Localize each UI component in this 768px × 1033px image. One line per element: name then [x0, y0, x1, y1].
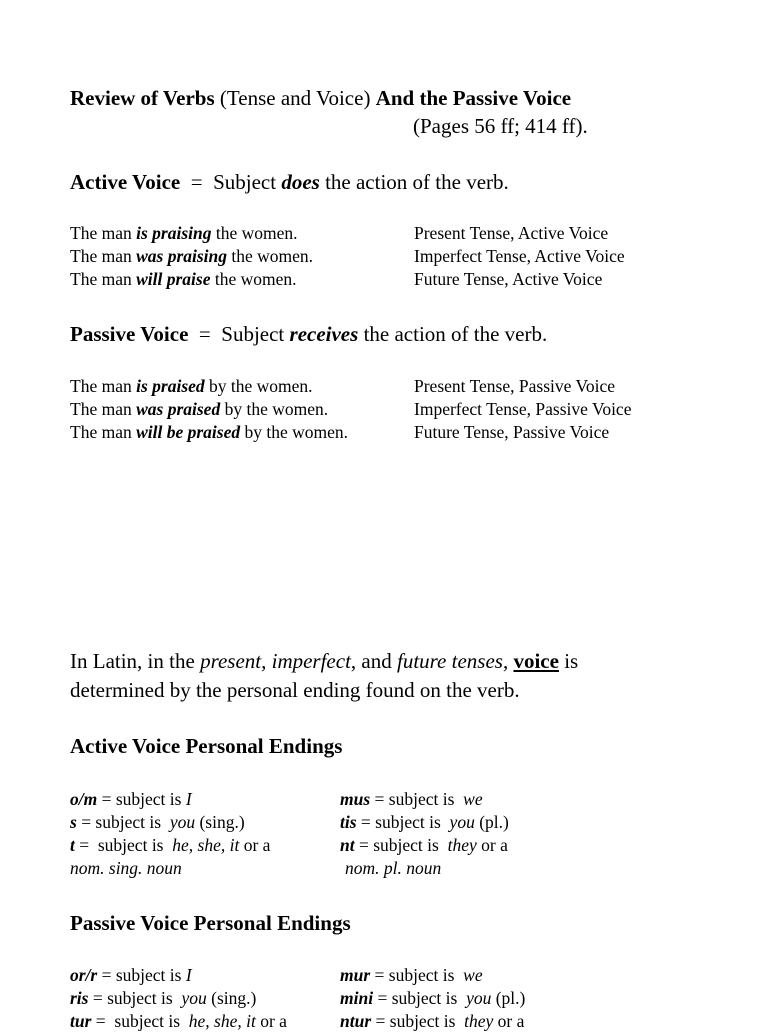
title-part-a: Review of Verbs	[70, 86, 215, 110]
active-voice-definition	[70, 168, 509, 196]
ending-eq: = subject is	[371, 1011, 465, 1031]
example-pre: The man	[70, 399, 137, 419]
passive-voice-equals: = Subject	[188, 322, 290, 346]
ending: s	[70, 812, 77, 832]
ending: ris	[70, 988, 89, 1008]
ending-row	[340, 964, 525, 987]
ending-subject: you	[169, 812, 196, 832]
ending: o/m	[70, 789, 98, 809]
ending-eq: = subject is	[97, 789, 186, 809]
active-voice-equals: = Subject	[180, 170, 282, 194]
para-italic: future tenses	[397, 649, 503, 673]
example-post: by the women.	[240, 422, 349, 442]
active-endings-heading: Active Voice Personal Endings	[70, 734, 343, 758]
ending: ntur	[340, 1011, 372, 1031]
page-reference: (Pages 56 ff; 414 ff).	[413, 114, 588, 138]
ending-subject: we	[463, 965, 483, 985]
ending-eq: = subject is	[88, 988, 182, 1008]
example-post: by the women.	[220, 399, 329, 419]
active-voice-rest: the action of the verb.	[319, 170, 509, 194]
example-verb: was praised	[136, 399, 221, 419]
ending: mur	[340, 965, 371, 985]
ending-row	[340, 987, 525, 1010]
passive-voice-label: Passive Voice	[70, 322, 189, 346]
ending-note: or a	[255, 1011, 287, 1031]
tense-description: Present Tense, Passive Voice	[414, 376, 615, 396]
example-sentence	[70, 398, 348, 421]
ending: t	[70, 835, 75, 855]
passive-descriptions	[414, 375, 631, 444]
ending: nt	[340, 835, 355, 855]
example-verb: will praise	[136, 269, 211, 289]
example-sentence	[70, 421, 348, 444]
ending-continuation: nom. pl. noun	[345, 858, 442, 878]
ending-eq: = subject is	[356, 812, 450, 832]
example-pre: The man	[70, 376, 137, 396]
tense-description: Imperfect Tense, Active Voice	[414, 246, 625, 266]
ending-row	[70, 788, 270, 811]
latin-paragraph	[70, 647, 578, 704]
example-pre: The man	[70, 422, 137, 442]
ending-eq: = subject is	[370, 789, 464, 809]
ending-subject: you	[449, 812, 475, 832]
para-text: ,	[502, 649, 514, 673]
ending-note: (sing.)	[206, 988, 257, 1008]
ending-eq: = subject is	[97, 965, 186, 985]
active-examples	[70, 222, 313, 291]
active-descriptions	[414, 222, 625, 291]
ending-row	[70, 1010, 287, 1033]
ending-note: (pl.)	[474, 812, 509, 832]
passive-voice-definition	[70, 320, 547, 348]
para-text: is	[558, 649, 579, 673]
ending-row	[70, 834, 270, 857]
ending: mini	[340, 988, 374, 1008]
ending-row	[70, 964, 287, 987]
example-sentence	[70, 268, 313, 291]
example-post: the women.	[227, 246, 314, 266]
example-verb: will be praised	[136, 422, 241, 442]
active-endings-left	[70, 788, 270, 880]
ending: mus	[340, 789, 371, 809]
ending-note: (pl.)	[491, 988, 526, 1008]
tense-description: Future Tense, Passive Voice	[414, 422, 610, 442]
title-part-c: And the Passive Voice	[375, 86, 572, 110]
passive-voice-key: receives	[289, 322, 359, 346]
ending-subject: he, she, it	[188, 1011, 256, 1031]
latin-paragraph-line2: determined by the personal ending found on the verb.	[70, 677, 520, 702]
example-sentence	[70, 222, 313, 245]
tense-description: Future Tense, Active Voice	[414, 269, 603, 289]
active-voice-key: does	[281, 170, 320, 194]
ending-eq: = subject is	[91, 1011, 189, 1031]
ending-subject: I	[185, 965, 192, 985]
para-italic: present, imperfect	[200, 649, 351, 673]
active-voice-label: Active Voice	[70, 170, 181, 194]
ending-eq: = subject is	[370, 965, 464, 985]
para-voice-emphasis: voice	[513, 649, 559, 673]
example-post: the women.	[211, 223, 298, 243]
example-pre: The man	[70, 269, 137, 289]
ending-eq: = subject is	[373, 988, 467, 1008]
ending-eq: = subject is	[354, 835, 448, 855]
active-endings-right	[340, 788, 509, 880]
example-verb: is praising	[136, 223, 212, 243]
ending-subject: you	[181, 988, 207, 1008]
ending-subject: they	[447, 835, 477, 855]
ending: tis	[340, 812, 357, 832]
ending-row	[340, 811, 509, 834]
passive-endings-left	[70, 964, 287, 1033]
para-text: , and	[350, 649, 397, 673]
example-post: the women.	[210, 269, 297, 289]
example-post: by the women.	[204, 376, 313, 396]
ending-note: (sing.)	[195, 812, 245, 832]
ending-eq: = subject is	[76, 812, 170, 832]
ending-subject: you	[466, 988, 492, 1008]
example-sentence	[70, 375, 348, 398]
passive-endings-right	[340, 964, 525, 1033]
passive-voice-rest: the action of the verb.	[358, 322, 548, 346]
ending-subject: he, she, it	[172, 835, 240, 855]
example-verb: is praised	[136, 376, 205, 396]
ending-row	[70, 811, 270, 834]
page-title	[70, 84, 571, 112]
ending-note: or a	[476, 835, 508, 855]
ending: or/r	[70, 965, 98, 985]
tense-description: Present Tense, Active Voice	[414, 223, 609, 243]
ending-row	[340, 1010, 525, 1033]
para-text: In Latin, in the	[70, 649, 201, 673]
ending-eq: = subject is	[74, 835, 173, 855]
ending-row	[70, 987, 287, 1010]
example-pre: The man	[70, 223, 137, 243]
ending-subject: we	[463, 789, 483, 809]
passive-examples	[70, 375, 348, 444]
ending-subject: they	[464, 1011, 494, 1031]
example-sentence	[70, 245, 313, 268]
example-pre: The man	[70, 246, 137, 266]
ending-subject: I	[185, 789, 192, 809]
title-part-b: (Tense and Voice)	[214, 86, 376, 110]
ending-note: or a	[239, 835, 271, 855]
tense-description: Imperfect Tense, Passive Voice	[414, 399, 632, 419]
latin-paragraph-line1	[70, 647, 578, 676]
example-verb: was praising	[136, 246, 228, 266]
passive-endings-heading: Passive Voice Personal Endings	[70, 911, 351, 935]
ending: tur	[70, 1011, 92, 1031]
ending-continuation: nom. sing. noun	[70, 858, 182, 878]
ending-row	[340, 834, 509, 857]
ending-row	[340, 788, 509, 811]
ending-note: or a	[493, 1011, 525, 1031]
